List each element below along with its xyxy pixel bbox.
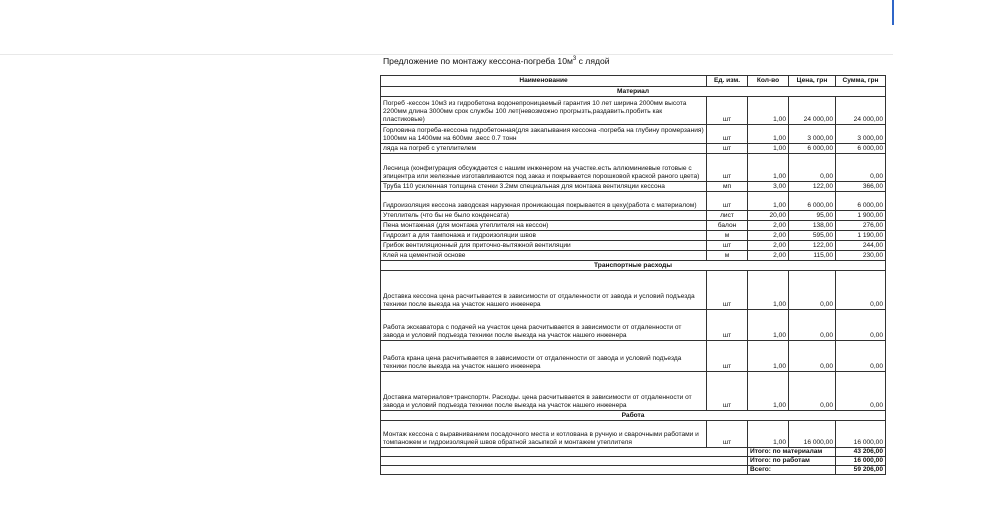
item-qty: 2,00 [748,221,789,231]
title-tail: с лядой [576,56,610,66]
item-sum: 244,00 [836,241,886,251]
item-price: 95,00 [789,211,836,221]
table-row [381,372,886,411]
item-description: Горловина погреба-кессона гидробетонная(для закапывания кессона -погреба на глубину промерзания) 1000мм на 1400мм на 600мм .весс 0.7 тонн [381,125,707,144]
item-sum: 3 000,00 [836,125,886,144]
item-description: ляда на погреб с утеплителем [381,144,707,154]
item-qty: 1,00 [748,154,789,182]
total-spacer [381,457,748,466]
page-separator [0,54,893,55]
item-price: 115,00 [789,251,836,261]
item-price: 138,00 [789,221,836,231]
item-unit: шт [707,271,748,310]
table-row [381,154,886,182]
total-row [381,466,886,475]
table-row [381,192,886,211]
table-row [381,97,886,125]
item-sum: 366,00 [836,182,886,192]
document-title [383,56,610,66]
item-price: 6 000,00 [789,144,836,154]
item-description: Работа крана цена расчитывается в зависимости от отдаленности от завода и условий подъезда техники после выезда на участок нашего инженера [381,341,707,372]
item-unit: шт [707,341,748,372]
item-unit: шт [707,125,748,144]
header-price: Цена, грн [789,76,836,87]
item-sum: 0,00 [836,271,886,310]
item-qty: 1,00 [748,341,789,372]
item-sum: 1 190,00 [836,231,886,241]
table-row [381,310,886,341]
table-row [381,211,886,221]
total-value: 59 206,00 [836,466,886,475]
table-row [381,125,886,144]
item-price: 122,00 [789,241,836,251]
item-description: Пена монтажная (для монтажа утеплителя на кессон) [381,221,707,231]
top-blank-area [0,0,893,54]
item-unit: шт [707,421,748,448]
item-qty: 1,00 [748,144,789,154]
table-body [381,87,886,475]
item-description: Гидрозит а для тампонажа и гидроизоляции швов [381,231,707,241]
estimate-table [380,75,886,475]
item-price: 595,00 [789,231,836,241]
total-value: 43 206,00 [836,448,886,457]
table-row [381,241,886,251]
item-qty: 1,00 [748,125,789,144]
item-unit: шт [707,192,748,211]
item-unit: м [707,251,748,261]
total-label: Итого: по работам [748,457,836,466]
item-qty: 1,00 [748,97,789,125]
item-unit: шт [707,310,748,341]
item-description: Труба 110 усиленная толщина стенки 3.2мм специальная для монтажа вентиляции кессона [381,182,707,192]
section-row [381,261,886,271]
table-row [381,231,886,241]
item-sum: 24 000,00 [836,97,886,125]
section-title: Транспортные расходы [381,261,886,271]
header-sum: Сумма, грн [836,76,886,87]
item-price: 24 000,00 [789,97,836,125]
item-description: Погреб -кессон 10м3 из гидробетона водонепроницаемый гарантия 10 лет ширина 2000мм высота 2200мм длина 3000мм срок службы 100 лет(невозможно прогрызть,раздавить.пробить как пластиковые) [381,97,707,125]
table-row [381,221,886,231]
item-sum: 0,00 [836,372,886,411]
total-value: 16 000,00 [836,457,886,466]
item-unit: балон [707,221,748,231]
item-price: 0,00 [789,310,836,341]
item-description: Лесница (конфигурация обсуждается с нашим инженером на участке.есть аллюминиевые готовые с эпицентра или железные изготавливаются под заказ и покрывается порошковой краской раного цвета) [381,154,707,182]
table-row [381,144,886,154]
item-price: 0,00 [789,154,836,182]
title-text: Предложение по монтажу кессона-погреба 10м [383,56,573,66]
item-price: 6 000,00 [789,192,836,211]
item-qty: 1,00 [748,421,789,448]
item-qty: 1,00 [748,192,789,211]
item-sum: 276,00 [836,221,886,231]
total-row [381,448,886,457]
table-row [381,341,886,372]
header-unit: Ед. изм. [707,76,748,87]
item-unit: лист [707,211,748,221]
item-description: Работа экскаватора с подачей на участок цена расчитывается в зависимости от отдаленности от завода и условий подъезда техники после выезда на участок нашего инженера [381,310,707,341]
item-sum: 1 900,00 [836,211,886,221]
item-description: Утеплитель (что бы не было конденсата) [381,211,707,221]
window-edge-line [892,0,894,25]
item-unit: шт [707,144,748,154]
item-qty: 2,00 [748,251,789,261]
section-row [381,87,886,97]
item-price: 3 000,00 [789,125,836,144]
item-unit: шт [707,154,748,182]
section-title: Материал [381,87,886,97]
item-unit: м [707,231,748,241]
item-description: Гидроизоляция кессона заводская наружная проникающая покрывается в цеху(работа с материалом) [381,192,707,211]
item-price: 0,00 [789,271,836,310]
item-sum: 0,00 [836,310,886,341]
title-superscript: 3 [572,56,577,63]
item-qty: 1,00 [748,372,789,411]
total-spacer [381,448,748,457]
item-price: 0,00 [789,372,836,411]
item-qty: 3,00 [748,182,789,192]
total-label: Всего: [748,466,836,475]
item-description: Доставка кессона цена расчитывается в зависимости от отдаленности от завода и условий подъезда техники после выезда на участок нашего инженера [381,271,707,310]
item-unit: шт [707,372,748,411]
item-unit: мп [707,182,748,192]
header-qty: Кол-во [748,76,789,87]
item-sum: 6 000,00 [836,144,886,154]
table-row [381,182,886,192]
item-unit: шт [707,97,748,125]
header-name: Наименование [381,76,707,87]
table-row [381,271,886,310]
item-price: 122,00 [789,182,836,192]
header-row [381,76,886,87]
item-sum: 230,00 [836,251,886,261]
item-sum: 0,00 [836,341,886,372]
section-row [381,411,886,421]
item-description: Клей на цементной основе [381,251,707,261]
item-price: 0,00 [789,341,836,372]
item-description: Доставка материалов+транспортн. Расходы. цена расчитывается в зависимости от отдаленности от завода и условий подъезда техники после выезда на участок нашего инженера [381,372,707,411]
total-row [381,457,886,466]
item-price: 16 000,00 [789,421,836,448]
item-sum: 16 000,00 [836,421,886,448]
item-sum: 0,00 [836,154,886,182]
item-description: Монтаж кессона с выравниванием посадочного места и котлована в ручную и сварочными работами и томпаножем и гидроизоляцией швов обратной засыпкой и монтажем утеплителя [381,421,707,448]
total-spacer [381,466,748,475]
item-qty: 2,00 [748,241,789,251]
table-row [381,421,886,448]
table-row [381,251,886,261]
item-description: Грибок вентиляционный для приточно-вытяжной вентиляции [381,241,707,251]
item-unit: шт [707,241,748,251]
item-qty: 20,00 [748,211,789,221]
total-label: Итого: по материалам [748,448,836,457]
item-sum: 6 000,00 [836,192,886,211]
item-qty: 1,00 [748,310,789,341]
section-title: Работа [381,411,886,421]
item-qty: 1,00 [748,271,789,310]
item-qty: 2,00 [748,231,789,241]
